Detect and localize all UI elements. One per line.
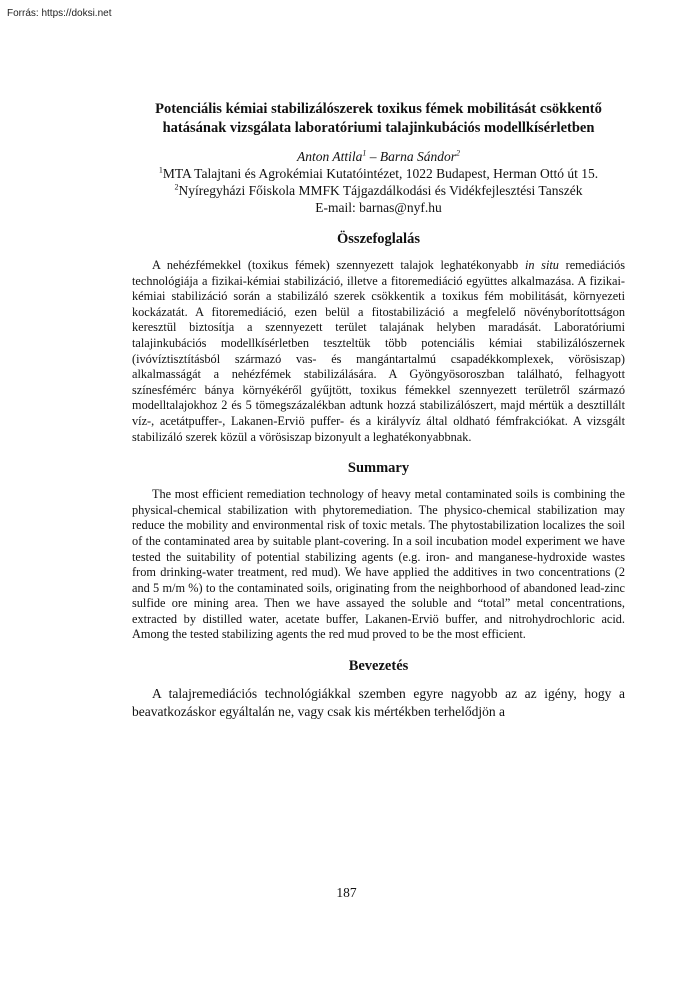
heading-summary: Summary <box>347 460 410 477</box>
author-separator: – <box>366 149 380 164</box>
affiliation-1 <box>120 165 637 182</box>
heading-bevezetes: Bevezetés <box>348 658 409 675</box>
author-1-sup: 1 <box>362 148 367 158</box>
paper-page <box>132 100 625 721</box>
paper-title: Potenciális kémiai stabilizálószerek toxikus fémek mobilitását csökkentő hatásának vizsgálata laboratóriumi talajinkubációs modellkísérletben <box>155 101 602 136</box>
affiliation-2-text: Nyíregyházi Főiskola MMFK Tájgazdálkodási és Vidékfejlesztési Tanszék <box>178 183 583 198</box>
abstract-hu-italic: in situ <box>524 258 559 272</box>
email-line: E-mail: barnas@nyf.hu <box>315 200 442 215</box>
abstract-hu-part-1: A nehézfémekkel (toxikus fémek) szennyezett talajok leghatékonyabb <box>152 258 525 272</box>
page-number: 187 <box>336 885 357 900</box>
intro-paragraph: A talajremediációs technológiákkal szemben egyre nagyobb az az igény, hogy a beavatkozáskor egyáltalán ne, vagy csak kis mértékben terhelődjön a <box>132 686 625 720</box>
abstract-en: The most efficient remediation technology of heavy metal contaminated soils is combining the physical-chemical stabilization with phytoremediation. The physico-chemical stabilization may reduce the mobility and environmental risk of toxic metals. The phytostabilization localizes the soil of the contaminated area by suitable plant-covering. In a soil incubation model experiment we have tested the suitability of potential stabilizing agents (e.g. iron- and manganese-hydroxide wastes from drinking-water treatment, red mud). We have applied the additives in two concentrations (2 and 5 m/m %) to the contaminated soils, originating from the neighborhood of abandoned lead-zinc sulfide ore mining area. Then we have assayed the soluble and “total” metal concentrations, extracted by distilled water, acetate buffer, Lakanen-Erviö buffer, and nitrohydrochloric acid. Among the tested stabilizing agents the red mud proved to be the most efficient. <box>132 487 625 642</box>
abstract-hu <box>132 258 625 445</box>
abstract-hu-part-2: remediációs technológiája a fizikai-kémiai stabilizáció, illetve a fitoremediáció együttes alkalmazása. A fizikai-kémiai stabilizáció során a stabilizáló szerek csökkentik a toxikus fém mobilitását, környezeti kockázatát. A fitoremediáció, ezen belül a fitostabilizáció a megfelelő növényborítottságon keresztül biztosítja a szennyezett terület talajának helyben maradását. Laboratóriumi talajinkubációs modellkísérletben teszteltük több potenciális kémiai stabilizálószernek (ivóvíztisztításból származó vas- és mangántartalmú csapadékkomplexek, vörösiszap) alkalmasságát a nehézfémek stabilizálására. A Gyöngyösoroszban található, felhagyott színesfémérc bánya környékéről gyűjtött, toxikus fémekkel szennyezett területről származó modelltalajokhoz 2 és 5 tömegszázalékban adtunk hozzá stabilizálószert, majd mértük a desztillált víz-, acetátpuffer-, Lakanen-Erviö puffer- és a királyvíz által oldható fémfrakciókat. A vizsgált stabilizáló szerek közül a vörösiszap bizonyult a leghatékonyabbnak. <box>132 258 626 444</box>
affiliation-1-sup: 1 <box>158 165 163 175</box>
authors-line <box>132 148 625 165</box>
affiliation-1-text: MTA Talajtani és Agrokémiai Kutatóintézet, 1022 Budapest, Herman Ottó út 15. <box>162 166 599 181</box>
source-label: Forrás: https://doksi.net <box>7 8 112 19</box>
affiliation-2 <box>124 182 633 199</box>
author-1-name: Anton Attila <box>296 149 363 164</box>
author-2-sup: 2 <box>456 148 461 158</box>
author-2-name: Barna Sándor <box>379 149 457 164</box>
heading-osszefoglalas: Összefoglalás <box>337 231 420 247</box>
affiliation-2-sup: 2 <box>174 182 179 192</box>
